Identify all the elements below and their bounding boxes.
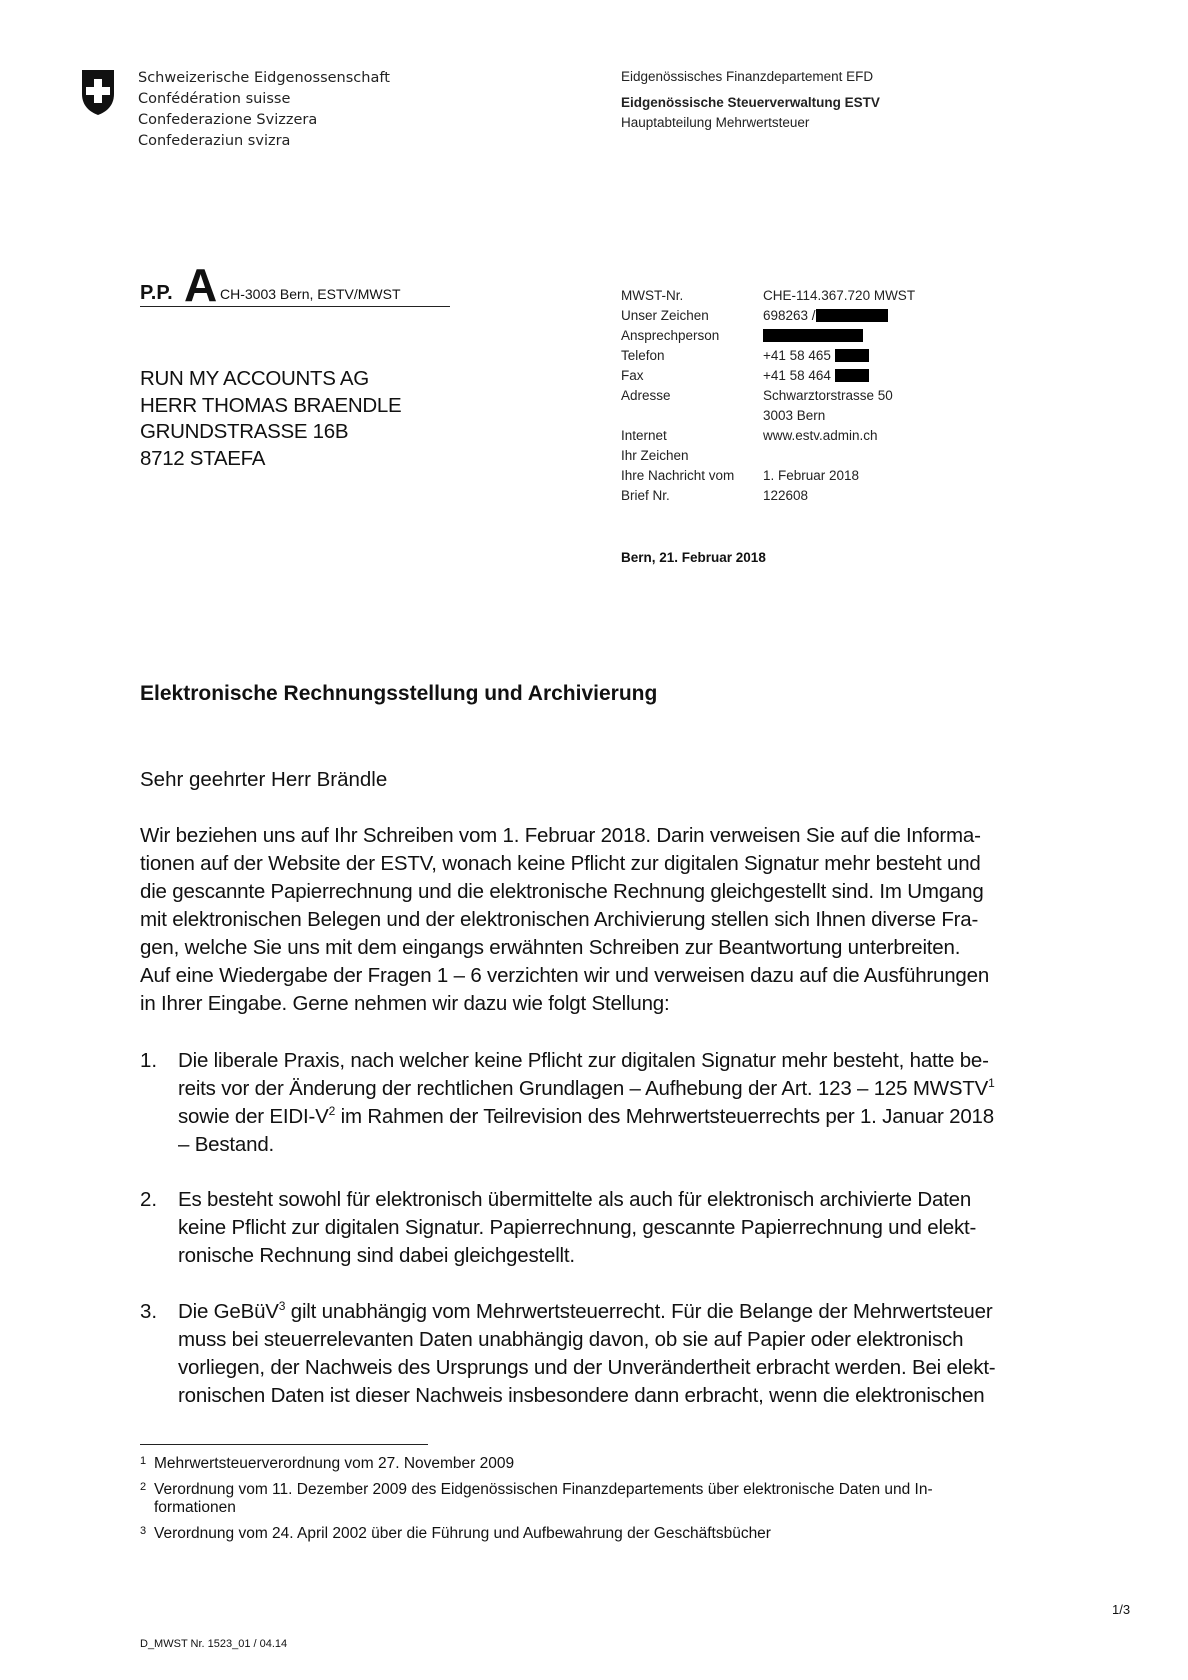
paragraph-line: sowie der EIDI-V <box>178 1105 329 1128</box>
swiss-coat-of-arms-icon <box>80 68 116 116</box>
confederation-names <box>138 68 390 152</box>
postage-line <box>140 259 450 311</box>
ref-label: Ihr Zeichen <box>621 448 689 463</box>
intro-paragraph <box>140 822 989 1018</box>
redaction-bar <box>835 369 869 382</box>
paragraph-line: Wir beziehen uns auf Ihr Schreiben vom 1. Februar 2018. Darin verweisen Sie auf die Informa- <box>140 824 981 847</box>
letter-date: Bern, 21. Februar 2018 <box>621 550 766 565</box>
ref-value: 698263 / <box>763 308 816 323</box>
redaction-bar <box>835 349 869 362</box>
ref-label: Fax <box>621 368 644 383</box>
footnote-number: 3 <box>140 1525 147 1537</box>
footnote-text: formationen <box>154 1499 236 1516</box>
salutation: Sehr geehrter Herr Brändle <box>140 768 388 791</box>
ref-row-adresse <box>621 386 915 406</box>
paragraph-line: Die liberale Praxis, nach welcher keine Pflicht zur digitalen Signatur mehr besteht, hatte be- <box>178 1049 989 1072</box>
paragraph-line: tionen auf der Website der ESTV, wonach keine Pflicht zur digitalen Signatur mehr besteht und <box>140 852 981 875</box>
ref-row-telefon <box>621 346 915 366</box>
footnote-divider <box>140 1444 428 1445</box>
reference-table <box>621 286 915 506</box>
ref-value: 3003 Bern <box>763 408 826 423</box>
letter-subject: Elektronische Rechnungsstellung und Archivierung <box>140 682 658 705</box>
ref-row-unser-zeichen <box>621 306 915 326</box>
sender-return-address: CH-3003 Bern, ESTV/MWST <box>220 286 401 302</box>
form-identifier: D_MWST Nr. 1523_01 / 04.14 <box>140 1638 288 1650</box>
recipient-line: 8712 STAEFA <box>140 446 266 470</box>
ref-value: www.estv.admin.ch <box>763 428 878 443</box>
confederation-name-fr: Confédération suisse <box>138 91 291 107</box>
ref-row-mwst <box>621 286 915 306</box>
ref-label: Adresse <box>621 388 671 403</box>
division-name: Hauptabteilung Mehrwertsteuer <box>621 115 810 130</box>
paragraph-line: Die GeBüV <box>178 1300 279 1323</box>
paragraph-line: gilt unabhängig vom Mehrwertsteuerrecht. Für die Belange der Mehrwertsteuer <box>285 1300 993 1323</box>
page-number: 1/3 <box>1112 1602 1131 1617</box>
ref-value: +41 58 465 <box>763 348 831 363</box>
paragraph-line: mit elektronischen Belegen und der elektronischen Archivierung stellen sich Ihnen diverse Fra- <box>140 908 979 931</box>
recipient-line: HERR THOMAS BRAENDLE <box>140 393 402 417</box>
paragraph-line: Auf eine Wiedergabe der Fragen 1 – 6 verzichten wir und verweisen dazu auf die Ausführungen <box>140 964 990 987</box>
paragraph-line: Es besteht sowohl für elektronisch übermittelte als auch für elektronisch archivierte Daten <box>178 1188 972 1211</box>
ref-value: 1. Februar 2018 <box>763 468 860 483</box>
department-header <box>621 67 880 133</box>
pp-label: P.P. <box>140 282 173 304</box>
paragraph-line: ronischen Daten ist dieser Nachweis insbesondere dann erbracht, wenn die elektronischen <box>178 1384 985 1407</box>
ref-label: Ansprechperson <box>621 328 720 343</box>
ref-value: 122608 <box>763 488 809 503</box>
ref-row-brief-nr <box>621 486 915 506</box>
paragraph-line: ronische Rechnung sind dabei gleichgestellt. <box>178 1244 575 1267</box>
footnote-number: 2 <box>140 1481 147 1493</box>
ref-row-ihre-nachricht <box>621 466 915 486</box>
footnote-ref: 3 <box>278 1299 286 1313</box>
footnote-number: 1 <box>140 1455 147 1467</box>
confederation-name-de: Schweizerische Eidgenossenschaft <box>138 70 390 86</box>
administration-name: Eidgenössische Steuerverwaltung ESTV <box>621 95 880 110</box>
redaction-bar <box>816 309 888 322</box>
recipient-address <box>140 366 401 472</box>
ref-label: Internet <box>621 428 667 443</box>
ref-row-fax <box>621 366 915 386</box>
footnotes <box>140 1455 933 1551</box>
pp-letter: A <box>184 259 218 311</box>
item-number: 2. <box>140 1188 158 1211</box>
confederation-name-rm: Confederaziun svizra <box>138 133 291 149</box>
ref-label: Unser Zeichen <box>621 308 709 323</box>
item-number: 3. <box>140 1300 158 1323</box>
ref-label: MWST-Nr. <box>621 288 684 303</box>
paragraph-line: im Rahmen der Teilrevision des Mehrwertsteuerrechts per 1. Januar 2018 <box>335 1105 994 1128</box>
footnote <box>140 1481 933 1517</box>
footnote <box>140 1525 933 1543</box>
ref-label: Telefon <box>621 348 665 363</box>
footnote-text: Verordnung vom 11. Dezember 2009 des Eidgenössischen Finanzdepartements über elektronische Daten und In- <box>154 1481 933 1498</box>
footnote-ref: 1 <box>988 1076 995 1090</box>
ref-row-ansprechperson <box>621 326 915 346</box>
ref-label: Brief Nr. <box>621 488 670 503</box>
footnote-ref: 2 <box>328 1104 336 1118</box>
recipient-line: RUN MY ACCOUNTS AG <box>140 367 369 390</box>
paragraph-line: in Ihrer Eingabe. Gerne nehmen wir dazu wie folgt Stellung: <box>140 992 670 1015</box>
paragraph-line: die gescannte Papierrechnung und die elektronische Rechnung gleichgestellt sind. Im Umgang <box>140 880 984 903</box>
department-name: Eidgenössisches Finanzdepartement EFD <box>621 69 874 84</box>
recipient-line: GRUNDSTRASSE 16B <box>140 420 349 443</box>
ref-value: Schwarztorstrasse 50 <box>763 388 893 403</box>
redaction-bar <box>763 329 863 342</box>
item-number: 1. <box>140 1049 158 1072</box>
ref-label: Ihre Nachricht vom <box>621 468 735 483</box>
ref-value: +41 58 464 <box>763 368 831 383</box>
confederation-name-it: Confederazione Svizzera <box>138 112 318 128</box>
paragraph-line: – Bestand. <box>178 1133 275 1156</box>
footnote-text: Mehrwertsteuerverordnung vom 27. November 2009 <box>154 1455 515 1472</box>
ref-row-internet <box>621 426 915 446</box>
ref-value: CHE-114.367.720 MWST <box>763 288 916 303</box>
paragraph-line: keine Pflicht zur digitalen Signatur. Papierrechnung, gescannte Papierrechnung und elekt- <box>178 1216 977 1239</box>
ref-row-adresse-2 <box>621 406 915 426</box>
footnote <box>140 1455 933 1473</box>
footnote-text: Verordnung vom 24. April 2002 über die Führung und Aufbewahrung der Geschäftsbücher <box>154 1525 771 1542</box>
ref-row-ihr-zeichen <box>621 446 915 466</box>
paragraph-line: reits vor der Änderung der rechtlichen Grundlagen – Aufhebung der Art. 123 – 125 MWSTV <box>178 1077 989 1100</box>
paragraph-line: gen, welche Sie uns mit dem eingangs erwähnten Schreiben zur Beantwortung unterbreiten. <box>140 936 961 959</box>
paragraph-line: muss bei steuerrelevanten Daten unabhängig davon, ob sie auf Papier oder elektronisch <box>178 1328 964 1351</box>
paragraph-line: vorliegen, der Nachweis des Ursprungs und der Unverändertheit erbracht werden. Bei elekt- <box>178 1356 996 1379</box>
